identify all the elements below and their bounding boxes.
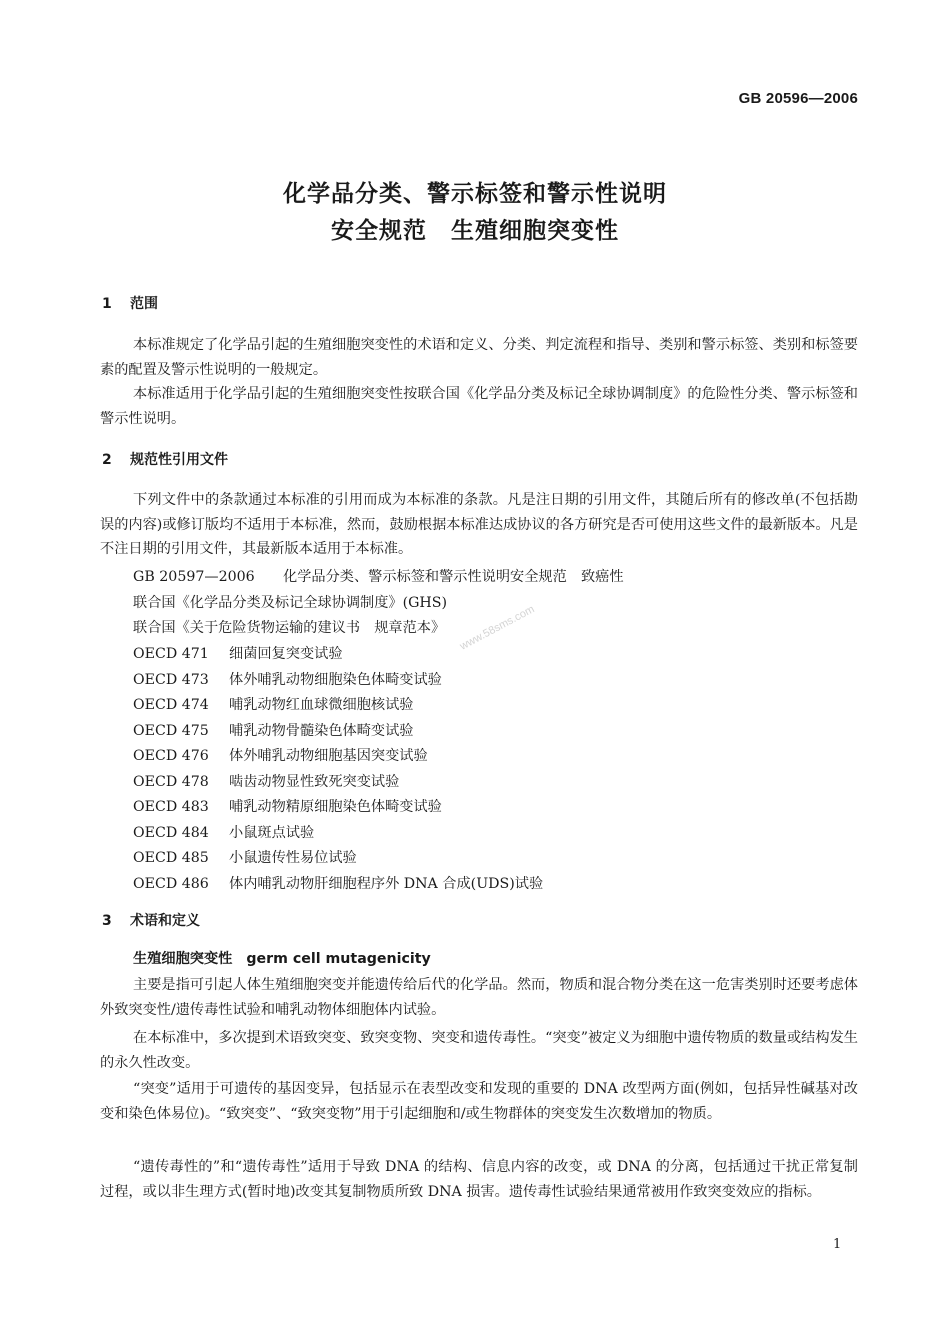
reference-title: 啮齿动物显性致死突变试验: [229, 774, 400, 790]
reference-title: 体内哺乳动物肝细胞程序外 DNA 合成(UDS)试验: [229, 876, 544, 892]
section-number: 2: [102, 452, 112, 468]
section-1-paragraph-2: 本标准适用于化学品引起的生殖细胞突变性按联合国《化学品分类及标记全球协调制度》的危险性分类、警示标签和警示性说明。: [100, 386, 858, 427]
term-chinese: 生殖细胞突变性: [133, 951, 233, 967]
reference-oecd: [133, 873, 543, 893]
reference-title: 体外哺乳动物细胞基因突变试验: [229, 748, 428, 764]
reference-code: OECD 476: [133, 748, 209, 764]
reference-code: OECD 474: [133, 697, 209, 713]
reference-title: 哺乳动物骨髓染色体畸变试验: [229, 723, 414, 739]
page-number: 1: [833, 1237, 842, 1252]
document-title-line-1: 化学品分类、警示标签和警示性说明: [283, 181, 667, 207]
reference-oecd: [133, 669, 442, 689]
reference-title: 化学品分类、警示标签和警示性说明安全规范 致癌性: [283, 569, 624, 585]
section-3-paragraph-1: 主要是指可引起人体生殖细胞突变并能遗传给后代的化学品。然而，物质和混合物分类在这一危害类别时还要考虑体外致突变性/遗传毒性试验和哺乳动物体细胞体内试验。: [100, 977, 858, 1018]
reference-un-ghs: 联合国《化学品分类及标记全球协调制度》(GHS): [133, 595, 448, 611]
watermark: www.58sms.com: [458, 603, 537, 653]
reference-title: 哺乳动物红血球微细胞核试验: [229, 697, 414, 713]
reference-oecd: [133, 643, 343, 663]
section-3-paragraph-2: 在本标准中，多次提到术语致突变、致突变物、突变和遗传毒性。“突变”被定义为细胞中遗传物质的数量或结构发生的永久性改变。: [100, 1030, 858, 1071]
reference-code: OECD 484: [133, 825, 209, 841]
reference-oecd: [133, 796, 442, 816]
section-1-heading: [102, 293, 158, 313]
section-3-paragraph-3: “突变”适用于可遗传的基因变异，包括显示在表型改变和发现的重要的 DNA 改型两方面(例如，包括异性碱基对改变和染色体易位)。“致突变”、“致突变物”用于引起细胞和/或生物群体的突变发生次数增加的物质。: [100, 1081, 858, 1122]
section-title: 规范性引用文件: [130, 452, 228, 468]
section-2-intro: 下列文件中的条款通过本标准的引用而成为本标准的条款。凡是注日期的引用文件，其随后所有的修改单(不包括勘误的内容)或修订版均不适用于本标准，然而，鼓励根据本标准达成协议的各方研究是否可使用这些文件的最新版本。凡是不注日期的引用文件，其最新版本适用于本标准。: [100, 492, 858, 557]
reference-gb: [133, 566, 624, 586]
reference-code: OECD 478: [133, 774, 209, 790]
reference-code: GB 20597—2006: [133, 569, 255, 585]
section-2-heading: [102, 449, 228, 469]
reference-title: 小鼠遗传性易位试验: [229, 850, 357, 866]
term-entry: [133, 948, 431, 968]
reference-title: 小鼠斑点试验: [229, 825, 315, 841]
reference-oecd: [133, 720, 413, 740]
term-english: germ cell mutagenicity: [246, 951, 431, 967]
section-3-heading: [102, 910, 200, 930]
reference-oecd: [133, 771, 399, 791]
section-3-paragraph-4: “遗传毒性的”和“遗传毒性”适用于导致 DNA 的结构、信息内容的改变，或 DNA 的分离，包括通过干扰正常复制过程，或以非生理方式(暂时地)改变其复制物质所致 DNA 损害。遗传毒性试验结果通常被用作致突变效应的指标。: [100, 1159, 858, 1200]
reference-title: 细菌回复突变试验: [229, 646, 343, 662]
reference-title: 体外哺乳动物细胞染色体畸变试验: [229, 672, 442, 688]
reference-oecd: [133, 847, 357, 867]
reference-un-transport: 联合国《关于危险货物运输的建议书 规章范本》: [133, 620, 446, 636]
reference-code: OECD 486: [133, 876, 209, 892]
reference-code: OECD 485: [133, 850, 209, 866]
reference-code: OECD 475: [133, 723, 209, 739]
reference-code: OECD 473: [133, 672, 209, 688]
section-title: 术语和定义: [130, 913, 200, 929]
reference-code: OECD 483: [133, 799, 209, 815]
standard-code: GB 20596—2006: [738, 90, 858, 107]
reference-oecd: [133, 822, 314, 842]
reference-code: OECD 471: [133, 646, 209, 662]
section-number: 1: [102, 296, 112, 312]
reference-title: 哺乳动物精原细胞染色体畸变试验: [229, 799, 442, 815]
section-1-paragraph-1: 本标准规定了化学品引起的生殖细胞突变性的术语和定义、分类、判定流程和指导、类别和警示标签、类别和标签要素的配置及警示性说明的一般规定。: [100, 337, 858, 378]
reference-oecd: [133, 745, 428, 765]
reference-oecd: [133, 694, 413, 714]
section-number: 3: [102, 913, 112, 929]
section-title: 范围: [130, 296, 158, 312]
document-title-line-2: 安全规范 生殖细胞突变性: [331, 218, 619, 244]
